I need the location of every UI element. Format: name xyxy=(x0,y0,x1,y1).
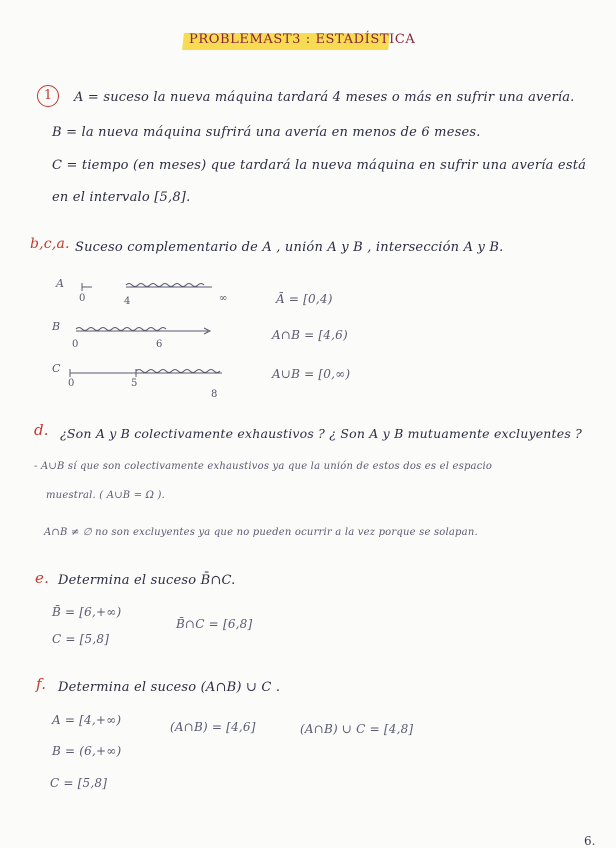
section-d-question: ¿Son A y B colectivamente exhaustivos ? ¿ Son A y B mutuamente excluyentes ? xyxy=(60,426,583,441)
number-line-c xyxy=(70,369,222,377)
definition-a: A = suceso la nueva máquina tardará 4 meses o más en sufrir una avería. xyxy=(74,90,575,105)
section-f-line-3: C = [5,8] xyxy=(50,776,108,790)
line-b-label: B xyxy=(52,320,61,333)
definition-c-line2: en el intervalo [5,8]. xyxy=(52,190,191,205)
section-e-line-1: B̄ = [6,+∞) xyxy=(52,605,122,619)
line-c-tick-5: 5 xyxy=(131,378,138,389)
section-e-label: e. xyxy=(35,569,50,587)
section-f-line-2: B = (6,+∞) xyxy=(52,744,122,758)
line-b-tick-0: 0 xyxy=(72,339,79,350)
number-line-b xyxy=(76,328,210,335)
section-d-answer-3: A∩B ≠ ∅ no son excluyentes ya que no pueden ocurrir a la vez porque se solapan. xyxy=(44,527,478,538)
definition-b: B = la nueva máquina sufrirá una avería en menos de 6 meses. xyxy=(52,125,481,140)
result-union-ab: A∪B = [0,∞) xyxy=(272,367,351,381)
section-e-heading: Determina el suceso B̄∩C. xyxy=(58,573,236,588)
line-a-tick-inf: ∞ xyxy=(219,293,228,304)
page-number: 6. xyxy=(584,834,596,848)
result-intersection-ab: A∩B = [4,6) xyxy=(272,328,348,342)
section-bca-heading: Suceso complementario de A , unión A y B , intersección A y B. xyxy=(75,240,504,255)
section-f-result-1: (A∩B) = [4,6] xyxy=(170,720,256,734)
line-a-tick-0: 0 xyxy=(79,293,86,304)
line-a-tick-4: 4 xyxy=(124,296,131,307)
section-e-result: B̄∩C = [6,8] xyxy=(176,617,253,631)
section-e-line-2: C = [5,8] xyxy=(52,632,110,646)
section-f-label: f. xyxy=(36,675,47,693)
section-bca-label: b,c,a. xyxy=(30,236,70,252)
definition-c-line1: C = tiempo (en meses) que tardará la nueva máquina en sufrir una avería está xyxy=(52,158,587,173)
number-line-a xyxy=(82,283,212,291)
title-text: PROBLEMAST3 : ESTADÍSTICA xyxy=(189,32,416,47)
result-complement-a: Ā = [0,4) xyxy=(276,292,333,306)
section-f-heading: Determina el suceso (A∩B) ∪ C . xyxy=(58,680,281,695)
line-c-tick-0: 0 xyxy=(68,378,75,389)
section-d-answer-2: muestral. ( A∪B = Ω ). xyxy=(46,490,166,501)
line-b-tick-6: 6 xyxy=(156,339,163,350)
section-f-result-2: (A∩B) ∪ C = [4,8] xyxy=(300,722,414,736)
section-d-answer-1: - A∪B sí que son colectivamente exhaustivos ya que la unión de estos dos es el espacio xyxy=(34,461,493,472)
problem-number-badge: 1 xyxy=(37,85,59,107)
line-c-tick-8: 8 xyxy=(211,389,218,400)
section-d-label: d. xyxy=(34,421,49,439)
line-c-label: C xyxy=(52,362,61,375)
section-f-line-1: A = [4,+∞) xyxy=(52,713,122,727)
line-a-label: A xyxy=(56,277,65,290)
